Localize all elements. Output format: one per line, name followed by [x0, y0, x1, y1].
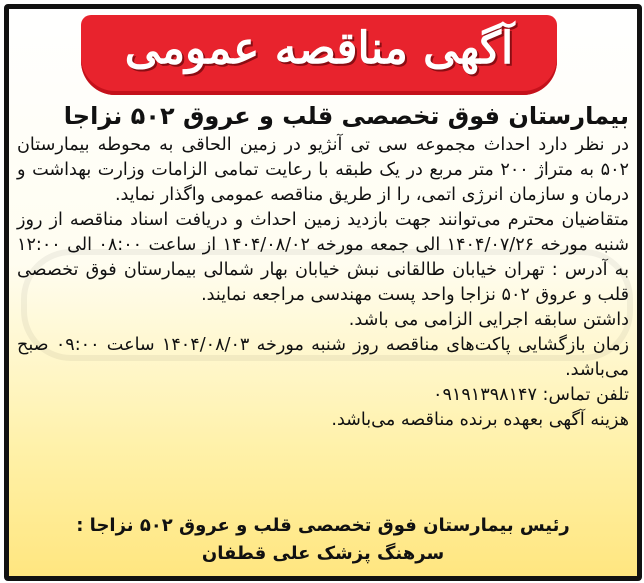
signature-name: سرهنگ پزشک علی قطفان	[201, 543, 445, 564]
paragraph-phone: تلفن تماس: ۰۹۱۹۱۳۹۸۱۴۷	[433, 385, 629, 405]
announcement-frame	[4, 4, 642, 581]
signature-block	[17, 512, 629, 568]
banner-title: آگهی مناقصه عمومی	[124, 23, 514, 74]
title-banner	[81, 15, 557, 95]
paragraph-opening-time: زمان بازگشایی پاکت‌های مناقصه روز شنبه مورخه ۱۴۰۴/۰۸/۰۳ ساعت ۰۹:۰۰ صبح می‌باشد.	[17, 335, 629, 380]
paragraph-visit: متقاضیان محترم می‌توانند جهت بازدید زمین احداث و دریافت اسناد مناقصه از روز شنبه مورخه ۱۴۰۴/۰۷/۲۶ الی جمعه مورخه ۱۴۰۴/۰۸/۰۲ از ساعت ۰۸:۰۰ الی ۱۲:۰۰ به آدرس : تهران خیابان طالقانی نبش خیابان بهار شمالی بیمارستان فوق تخصصی قلب و عروق ۵۰۲ نزاجا واحد پست مهندسی مراجعه نمایند.	[17, 210, 629, 305]
announcement-body	[17, 99, 629, 433]
hospital-heading: بیمارستان فوق تخصصی قلب و عروق ۵۰۲ نزاجا	[63, 102, 629, 130]
paragraph-intro: در نظر دارد احداث مجموعه سی تی آنژیو در زمین الحاقی به محوطه بیمارستان ۵۰۲ به متراژ ۲۰۰ متر مربع در یک طبقه با رعایت تمامی الزامات وزارت بهداشت و درمان و سازمان انرژی اتمی، را از طریق مناقصه عمومی واگذار نماید.	[17, 135, 629, 205]
signature-title: رئیس بیمارستان فوق تخصصی قلب و عروق ۵۰۲ نزاجا :	[76, 515, 570, 536]
paragraph-cost: هزینه آگهی بعهده برنده مناقصه می‌باشد.	[331, 410, 629, 430]
paragraph-experience: داشتن سابقه اجرایی الزامی می باشد.	[348, 310, 629, 330]
